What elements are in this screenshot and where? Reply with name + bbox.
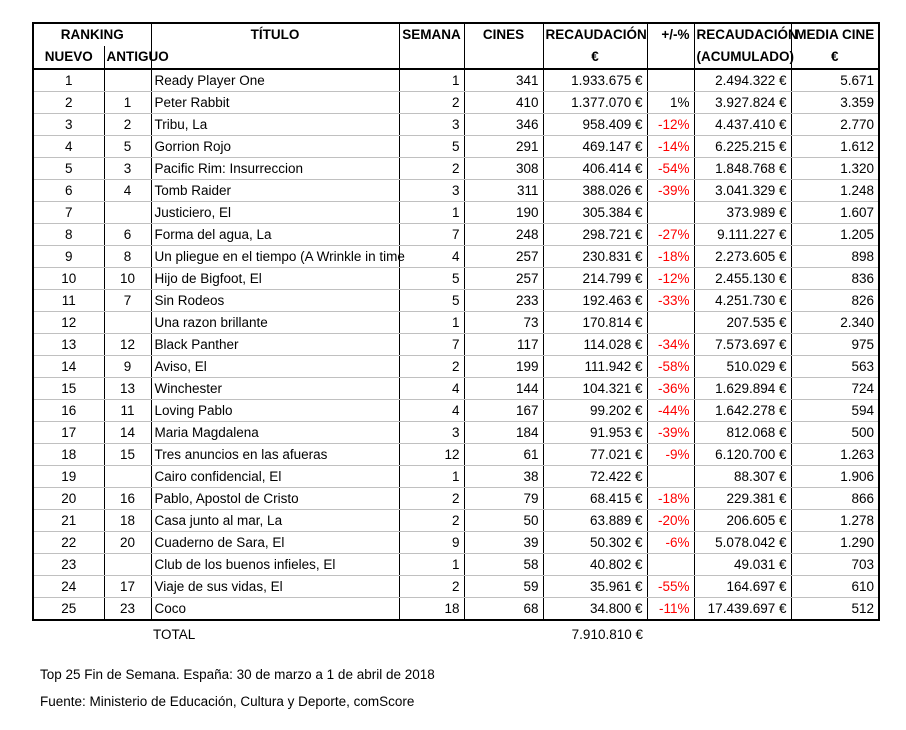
cell-media-cine: 1.263 [791,444,879,466]
cell-semana: 5 [399,268,464,290]
cell-ranking-nuevo: 12 [33,312,104,334]
cell-ranking-antiguo: 20 [104,532,151,554]
cell-cines: 410 [464,92,543,114]
cell-recaudacion: 68.415 € [543,488,647,510]
cell-acumulado: 9.111.227 € [694,224,791,246]
col-header-recaudacion-line2: € [591,49,599,64]
cell-semana: 1 [399,312,464,334]
cell-cines: 346 [464,114,543,136]
table-row [33,466,879,488]
cell-ranking-nuevo: 23 [33,554,104,576]
cell-ranking-nuevo: 7 [33,202,104,224]
cell-recaudacion: 72.422 € [543,466,647,488]
cell-pct [647,312,694,334]
cell-titulo: Winchester [151,378,399,400]
cell-acumulado: 4.251.730 € [694,290,791,312]
cell-cines: 144 [464,378,543,400]
cell-media-cine: 512 [791,598,879,621]
cell-pct: -12% [647,114,694,136]
cell-pct: -39% [647,422,694,444]
col-header-acumulado-line2: (ACUMULADO) [696,49,794,64]
col-header-ranking [33,23,151,46]
cell-pct: -34% [647,334,694,356]
cell-pct: -36% [647,378,694,400]
table-row [33,92,879,114]
cell-semana: 2 [399,158,464,180]
cell-recaudacion: 170.814 € [543,312,647,334]
cell-acumulado: 229.381 € [694,488,791,510]
cell-recaudacion: 35.961 € [543,576,647,598]
col-header-media-line2: € [830,49,839,64]
total-recaudacion-value: 7.910.810 € [571,627,643,642]
cell-ranking-nuevo: 18 [33,444,104,466]
cell-pct: -39% [647,180,694,202]
col-header-antiguo [104,46,169,69]
cell-pct [647,466,694,488]
cell-ranking-antiguo: 3 [104,158,151,180]
cell-ranking-nuevo: 20 [33,488,104,510]
cell-acumulado: 164.697 € [694,576,791,598]
col-header-cines-label: CINES [482,27,525,42]
cell-cines: 167 [464,400,543,422]
cell-semana: 2 [399,92,464,114]
table-row [33,268,879,290]
cell-recaudacion: 1.933.675 € [543,69,647,92]
cell-semana: 3 [399,180,464,202]
cell-pct: -6% [647,532,694,554]
cell-ranking-antiguo [104,69,151,92]
cell-semana: 2 [399,576,464,598]
cell-cines: 199 [464,356,543,378]
cell-media-cine: 594 [791,400,879,422]
cell-semana: 2 [399,510,464,532]
cell-ranking-antiguo: 1 [104,92,151,114]
col-header-semana [399,23,464,69]
cell-recaudacion: 214.799 € [543,268,647,290]
cell-acumulado: 2.273.605 € [694,246,791,268]
cell-titulo: Loving Pablo [151,400,399,422]
cell-cines: 257 [464,246,543,268]
cell-recaudacion: 91.953 € [543,422,647,444]
cell-media-cine: 1.248 [791,180,879,202]
cell-pct [647,202,694,224]
cell-cines: 117 [464,334,543,356]
table-row [33,334,879,356]
cell-ranking-antiguo: 15 [104,444,151,466]
cell-ranking-antiguo: 5 [104,136,151,158]
total-label: TOTAL [153,627,196,642]
table-row [33,422,879,444]
cell-ranking-antiguo: 16 [104,488,151,510]
cell-semana: 2 [399,356,464,378]
cell-cines: 341 [464,69,543,92]
cell-titulo: Cuaderno de Sara, El [151,532,399,554]
cell-ranking-antiguo: 13 [104,378,151,400]
table-row [33,554,879,576]
cell-ranking-nuevo: 25 [33,598,104,621]
cell-titulo: Una razon brillante [151,312,399,334]
cell-semana: 1 [399,554,464,576]
cell-semana: 18 [399,598,464,621]
cell-cines: 73 [464,312,543,334]
table-row [33,488,879,510]
cell-pct: -44% [647,400,694,422]
cell-pct: 1% [647,92,694,114]
cell-titulo: Tomb Raider [151,180,399,202]
cell-semana: 7 [399,224,464,246]
cell-cines: 61 [464,444,543,466]
cell-acumulado: 17.439.697 € [694,598,791,621]
cell-cines: 39 [464,532,543,554]
table-header [33,23,879,69]
table-row [33,180,879,202]
cell-semana: 4 [399,378,464,400]
col-header-cines [464,23,543,69]
cell-recaudacion: 958.409 € [543,114,647,136]
cell-titulo: Tribu, La [151,114,399,136]
cell-recaudacion: 104.321 € [543,378,647,400]
cell-acumulado: 7.573.697 € [694,334,791,356]
cell-recaudacion: 469.147 € [543,136,647,158]
cell-ranking-nuevo: 2 [33,92,104,114]
cell-ranking-antiguo: 14 [104,422,151,444]
table-row [33,400,879,422]
cell-acumulado: 510.029 € [694,356,791,378]
cell-media-cine: 1.290 [791,532,879,554]
cell-ranking-nuevo: 9 [33,246,104,268]
cell-ranking-nuevo: 13 [33,334,104,356]
cell-ranking-nuevo: 24 [33,576,104,598]
cell-recaudacion: 388.026 € [543,180,647,202]
cell-cines: 59 [464,576,543,598]
cell-titulo: Club de los buenos infieles, El [151,554,399,576]
cell-semana: 1 [399,202,464,224]
cell-ranking-antiguo: 4 [104,180,151,202]
cell-titulo: Forma del agua, La [151,224,399,246]
cell-semana: 1 [399,466,464,488]
boxoffice-table [32,22,880,621]
cell-ranking-antiguo: 12 [104,334,151,356]
cell-acumulado: 3.927.824 € [694,92,791,114]
col-header-acumulado [694,23,798,69]
cell-acumulado: 2.455.130 € [694,268,791,290]
cell-semana: 4 [399,246,464,268]
cell-media-cine: 3.359 [791,92,879,114]
cell-titulo: Coco [151,598,399,621]
cell-ranking-antiguo: 23 [104,598,151,621]
cell-ranking-nuevo: 21 [33,510,104,532]
col-header-media [791,23,879,69]
cell-ranking-nuevo: 10 [33,268,104,290]
cell-titulo: Pacific Rim: Insurreccion [151,158,399,180]
cell-titulo: Pablo, Apostol de Cristo [151,488,399,510]
cell-acumulado: 1.848.768 € [694,158,791,180]
cell-acumulado: 1.642.278 € [694,400,791,422]
cell-titulo: Viaje de sus vidas, El [151,576,399,598]
cell-titulo: Tres anuncios en las afueras [151,444,399,466]
table-row [33,576,879,598]
cell-cines: 311 [464,180,543,202]
cell-recaudacion: 406.414 € [543,158,647,180]
cell-media-cine: 500 [791,422,879,444]
cell-media-cine: 2.770 [791,114,879,136]
col-header-media-line1: MEDIA CINE [795,27,875,42]
cell-acumulado: 88.307 € [694,466,791,488]
cell-ranking-antiguo [104,202,151,224]
table-row [33,598,879,621]
total-row [32,624,878,646]
table-row [33,158,879,180]
cell-media-cine: 5.671 [791,69,879,92]
col-header-ranking-label: RANKING [60,27,124,42]
cell-recaudacion: 63.889 € [543,510,647,532]
cell-cines: 291 [464,136,543,158]
cell-recaudacion: 99.202 € [543,400,647,422]
cell-ranking-nuevo: 3 [33,114,104,136]
cell-titulo: Gorrion Rojo [151,136,399,158]
cell-pct: -27% [647,224,694,246]
cell-recaudacion: 40.802 € [543,554,647,576]
cell-titulo: Ready Player One [151,69,399,92]
cell-media-cine: 1.607 [791,202,879,224]
cell-ranking-nuevo: 8 [33,224,104,246]
cell-media-cine: 898 [791,246,879,268]
cell-cines: 190 [464,202,543,224]
cell-ranking-antiguo: 8 [104,246,151,268]
cell-ranking-nuevo: 4 [33,136,104,158]
cell-media-cine: 1.320 [791,158,879,180]
cell-cines: 68 [464,598,543,621]
cell-semana: 12 [399,444,464,466]
cell-cines: 308 [464,158,543,180]
cell-ranking-nuevo: 22 [33,532,104,554]
cell-recaudacion: 192.463 € [543,290,647,312]
cell-media-cine: 610 [791,576,879,598]
cell-media-cine: 836 [791,268,879,290]
cell-titulo: Black Panther [151,334,399,356]
table-row [33,356,879,378]
cell-semana: 2 [399,488,464,510]
col-header-recaudacion-line1: RECAUDACIÓN [545,27,647,42]
cell-pct: -12% [647,268,694,290]
cell-cines: 79 [464,488,543,510]
cell-titulo: Maria Magdalena [151,422,399,444]
cell-semana: 4 [399,400,464,422]
cell-recaudacion: 34.800 € [543,598,647,621]
cell-ranking-nuevo: 5 [33,158,104,180]
cell-acumulado: 1.629.894 € [694,378,791,400]
cell-ranking-nuevo: 14 [33,356,104,378]
cell-acumulado: 812.068 € [694,422,791,444]
table-row [33,510,879,532]
cell-semana: 5 [399,290,464,312]
cell-media-cine: 866 [791,488,879,510]
cell-ranking-antiguo: 7 [104,290,151,312]
table-row [33,290,879,312]
cell-acumulado: 207.535 € [694,312,791,334]
cell-ranking-nuevo: 11 [33,290,104,312]
cell-ranking-antiguo: 18 [104,510,151,532]
cell-ranking-nuevo: 17 [33,422,104,444]
col-header-pct-label: +/-% [661,27,690,42]
table-row [33,136,879,158]
cell-recaudacion: 1.377.070 € [543,92,647,114]
cell-acumulado: 5.078.042 € [694,532,791,554]
table-row [33,246,879,268]
cell-acumulado: 206.605 € [694,510,791,532]
cell-pct: -33% [647,290,694,312]
col-header-antiguo-label: ANTIGUO [106,49,169,64]
cell-recaudacion: 230.831 € [543,246,647,268]
footnotes [40,661,435,715]
cell-ranking-antiguo: 17 [104,576,151,598]
cell-acumulado: 2.494.322 € [694,69,791,92]
cell-ranking-nuevo: 15 [33,378,104,400]
cell-media-cine: 1.906 [791,466,879,488]
cell-cines: 50 [464,510,543,532]
table-row [33,202,879,224]
cell-ranking-antiguo [104,312,151,334]
cell-cines: 248 [464,224,543,246]
cell-titulo: Hijo de Bigfoot, El [151,268,399,290]
cell-pct: -18% [647,488,694,510]
cell-ranking-antiguo: 6 [104,224,151,246]
cell-acumulado: 6.225.215 € [694,136,791,158]
col-header-titulo [151,23,399,69]
cell-acumulado: 3.041.329 € [694,180,791,202]
cell-cines: 257 [464,268,543,290]
cell-semana: 9 [399,532,464,554]
cell-semana: 7 [399,334,464,356]
table-row [33,114,879,136]
cell-pct [647,69,694,92]
table-row [33,224,879,246]
col-header-nuevo [33,46,104,69]
col-header-recaudacion [543,23,647,69]
table-row [33,444,879,466]
cell-titulo: Un pliegue en el tiempo (A Wrinkle in time [151,246,399,268]
cell-ranking-antiguo [104,466,151,488]
cell-media-cine: 826 [791,290,879,312]
col-header-nuevo-label: NUEVO [44,49,93,64]
cell-pct: -55% [647,576,694,598]
cell-acumulado: 4.437.410 € [694,114,791,136]
table-title: Top 25 Fin de Semana. España: 30 de marzo a 1 de abril de 2018 [40,667,435,682]
table-source: Fuente: Ministerio de Educación, Cultura y Deporte, comScore [40,694,415,709]
cell-media-cine: 703 [791,554,879,576]
cell-titulo: Cairo confidencial, El [151,466,399,488]
cell-recaudacion: 114.028 € [543,334,647,356]
cell-titulo: Peter Rabbit [151,92,399,114]
cell-semana: 3 [399,422,464,444]
cell-pct: -20% [647,510,694,532]
cell-ranking-nuevo: 1 [33,69,104,92]
cell-acumulado: 6.120.700 € [694,444,791,466]
cell-media-cine: 1.612 [791,136,879,158]
cell-media-cine: 1.278 [791,510,879,532]
cell-cines: 58 [464,554,543,576]
cell-pct: -58% [647,356,694,378]
cell-titulo: Justiciero, El [151,202,399,224]
col-header-titulo-label: TÍTULO [250,27,300,42]
cell-ranking-antiguo: 2 [104,114,151,136]
cell-recaudacion: 50.302 € [543,532,647,554]
cell-recaudacion: 111.942 € [543,356,647,378]
col-header-pct [647,23,694,69]
cell-media-cine: 563 [791,356,879,378]
cell-ranking-nuevo: 19 [33,466,104,488]
cell-semana: 1 [399,69,464,92]
cell-acumulado: 49.031 € [694,554,791,576]
cell-media-cine: 975 [791,334,879,356]
cell-ranking-antiguo: 11 [104,400,151,422]
col-header-acumulado-line1: RECAUDACIÓN [696,27,798,42]
cell-ranking-antiguo: 9 [104,356,151,378]
cell-semana: 5 [399,136,464,158]
cell-pct: -11% [647,598,694,621]
cell-semana: 3 [399,114,464,136]
cell-ranking-nuevo: 16 [33,400,104,422]
cell-recaudacion: 298.721 € [543,224,647,246]
table-body [33,69,879,620]
cell-media-cine: 2.340 [791,312,879,334]
cell-recaudacion: 305.384 € [543,202,647,224]
cell-pct: -18% [647,246,694,268]
cell-pct: -14% [647,136,694,158]
cell-pct: -54% [647,158,694,180]
table-row [33,378,879,400]
table-row [33,532,879,554]
cell-ranking-antiguo: 10 [104,268,151,290]
cell-acumulado: 373.989 € [694,202,791,224]
cell-cines: 38 [464,466,543,488]
cell-media-cine: 724 [791,378,879,400]
cell-titulo: Aviso, El [151,356,399,378]
col-header-semana-label: SEMANA [402,27,461,42]
cell-ranking-nuevo: 6 [33,180,104,202]
cell-ranking-antiguo [104,554,151,576]
cell-titulo: Casa junto al mar, La [151,510,399,532]
cell-titulo: Sin Rodeos [151,290,399,312]
cell-pct: -9% [647,444,694,466]
cell-cines: 184 [464,422,543,444]
cell-cines: 233 [464,290,543,312]
table-row [33,312,879,334]
cell-media-cine: 1.205 [791,224,879,246]
table-row [33,69,879,92]
cell-recaudacion: 77.021 € [543,444,647,466]
cell-pct [647,554,694,576]
